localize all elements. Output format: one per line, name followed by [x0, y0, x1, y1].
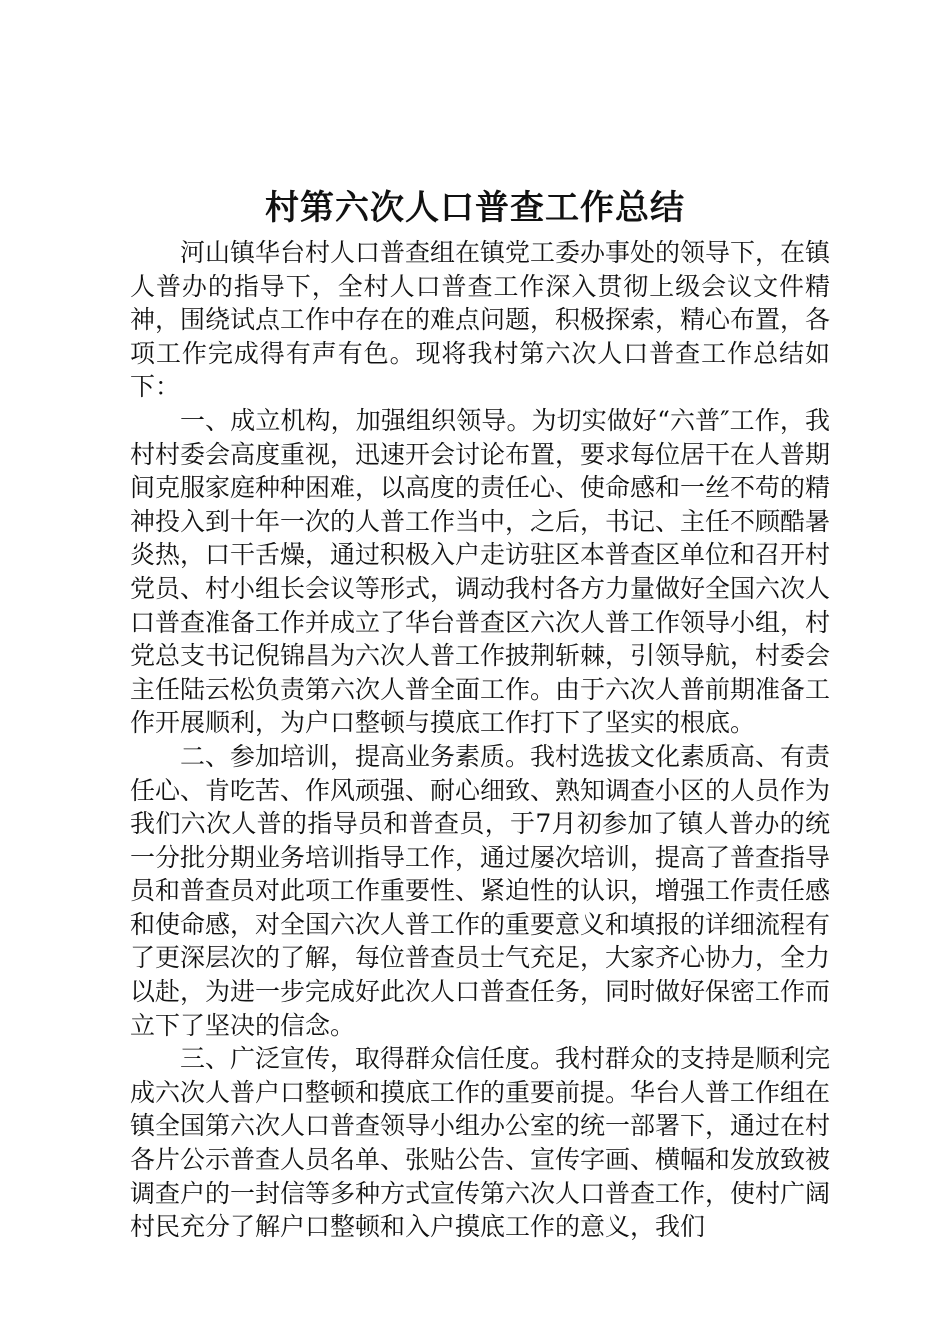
paragraph-section-2: 二、参加培训，提高业务素质。我村选拔文化素质高、有责任心、肯吃苦、作风顽强、耐心细致、熟知调查小区的人员作为我们六次人普的指导员和普查员，于7月初参加了镇人普办的统一分批分期业务培训指导工作，通过屡次培训，提高了普查指导员和普查员对此项工作重要性、紧迫性的认识，增强工作责任感和使命感，对全国六次人普工作的重要意义和填报的详细流程有了更深层次的了解，每位普查员士气充足，大家齐心协力，全力以赴，为进一步完成好此次人口普查任务，同时做好保密工作而立下了坚决的信念。: [130, 741, 831, 1040]
paragraph-section-1: 一、成立机构，加强组织领导。为切实做好“六普″工作，我村村委会高度重视，迅速开会讨论布置，要求每位居干在人普期间克服家庭种种困难，以高度的责任心、使命感和一丝不苟的精神投入到十年一次的人普工作当中，之后，书记、主任不顾酷暑炎热，口干舌燥，通过积极入户走访驻区本普查区单位和召开村党员、村小组长会议等形式，调动我村各方力量做好全国六次人口普查准备工作并成立了华台普查区六次人普工作领导小组，村党总支书记倪锦昌为六次人普工作披荆斩棘，引领导航，村委会主任陆云松负责第六次人普全面工作。由于六次人普前期准备工作开展顺利，为户口整顿与摸底工作打下了坚实的根底。: [130, 405, 831, 738]
paragraph-intro: 河山镇华台村人口普查组在镇党工委办事处的领导下，在镇人普办的指导下，全村人口普查工作深入贯彻上级会议文件精神，围绕试点工作中存在的难点问题，积极探索，精心布置，各项工作完成得有声有色。现将我村第六次人口普查工作总结如下：: [130, 238, 831, 402]
document-body: [130, 236, 830, 1244]
document-title: 村第六次人口普查工作总结: [265, 188, 685, 228]
paragraph-section-3: 三、广泛宣传，取得群众信任度。我村群众的支持是顺利完成六次人普户口整顿和摸底工作的重要前提。华台人普工作组在镇全国第六次人口普查领导小组办公室的统一部署下，通过在村各片公示普查人员名单、张贴公告、宣传字画、横幅和发放致被调查户的一封信等多种方式宣传第六次人口普查工作，使村广阔村民充分了解户口整顿和入户摸底工作的意义，我们: [130, 1044, 831, 1242]
